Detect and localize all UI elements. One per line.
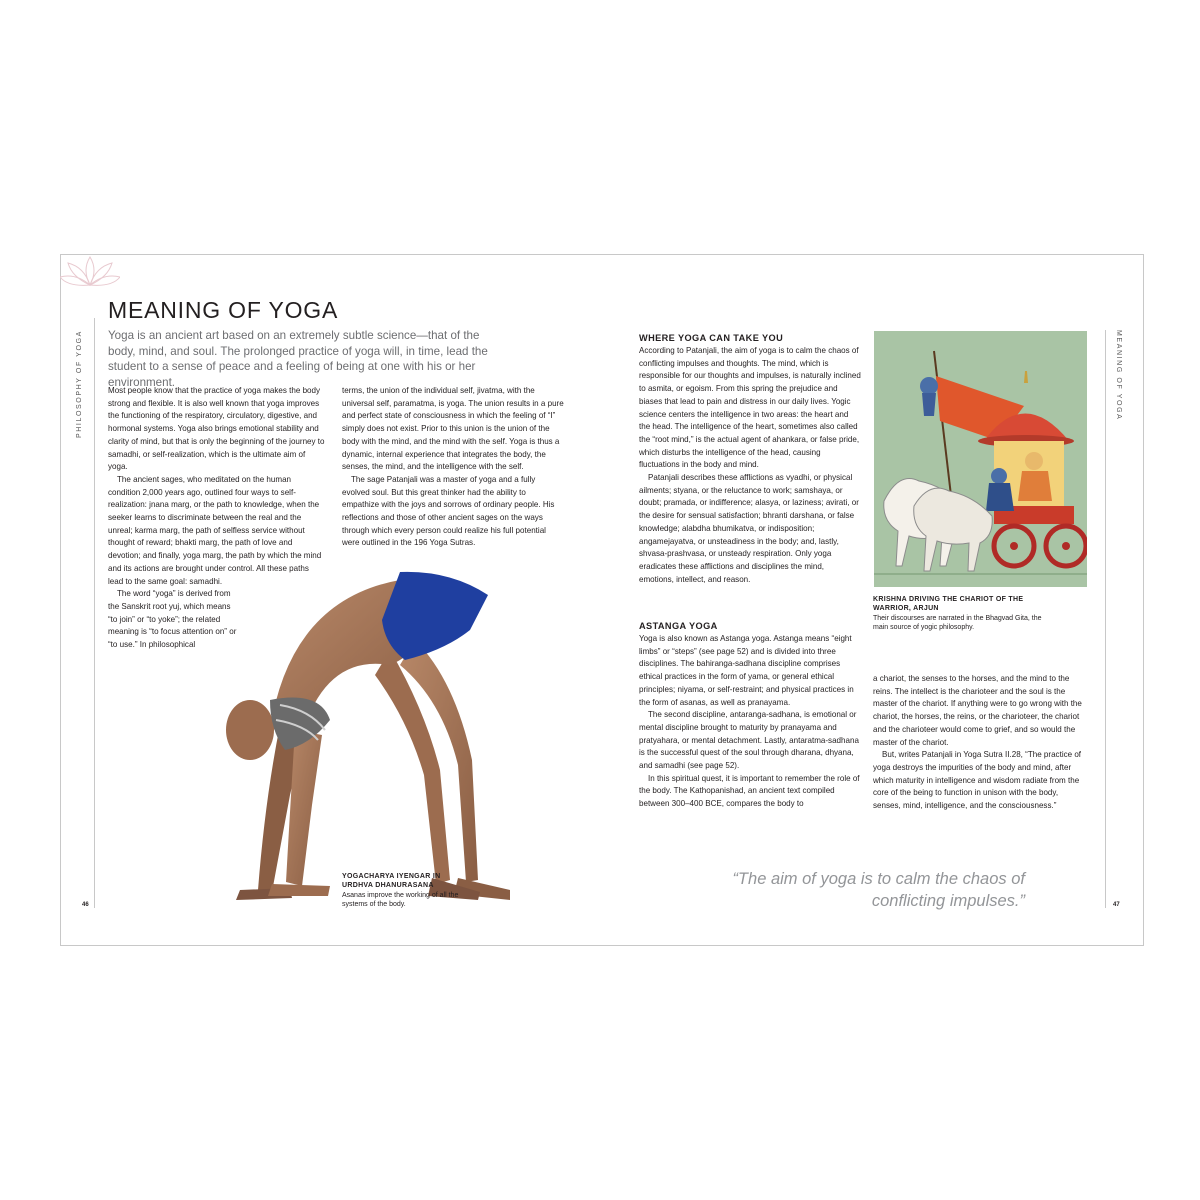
painting-caption [873, 595, 1043, 633]
painting-caption-title: KRISHNA DRIVING THE CHARIOT OF THE WARRIOR, ARJUN [873, 596, 1024, 613]
photo-caption-text: Asanas improve the working of all the systems of the body. [342, 891, 459, 909]
body-paragraph: The ancient sages, who meditated on the human condition 2,000 years ago, outlined four ways to self-realization: jnana marg, or the path to knowledge, when the seeker learns to discriminate between the real and the unreal; karma marg, the path of selfless service without thought of reward; bhakti marg, the path of love and devotion; and finally, yoga marg, the path by which the mind and its actions are brought under control. All these paths lead to the same goal: samadhi. [108, 474, 322, 586]
section-heading: ASTANGA YOGA [639, 621, 718, 631]
page-title: MEANING OF YOGA [108, 297, 339, 323]
photo-caption-title: YOGACHARYA IYENGAR IN URDHVA DHANURASANA [342, 873, 441, 890]
right-margin-rule [1105, 330, 1106, 908]
body-column-4 [873, 673, 1088, 813]
photo-caption [342, 872, 462, 910]
page-number-right: 47 [1113, 902, 1120, 908]
body-paragraph: Yoga is also known as Astanga yoga. Astanga means “eight limbs” or “steps” (see page 52) and is divided into three disciplines. The bahiranga-sadhana discipline comprises ethical practices in the form of yama, or general ethical principles; niyama, or self-restraint; and physical practices in the form of asanas, as well as pranayama. [639, 634, 854, 707]
body-paragraph: The sage Patanjali was a master of yoga and a fully evolved soul. But this great thinker had the ability to empathize with the joys and sorrows of ordinary people. His reflections and those of other ancient sages on the ways through which every person could realize his full potential were outlined in the 196 Yoga Sutras. [342, 474, 555, 548]
painting-caption-text: Their discourses are narrated in the Bhagvad Gita, the main source of yogic philosophy. [873, 614, 1042, 632]
body-paragraph: Most people know that the practice of yoga makes the body strong and flexible. It is also well known that yoga improves the functioning of the respiratory, circulatory, digestive, and hormonal systems. Yoga also brings emotional stability and clarity of mind, but that is only the beginning of the journey to samadhi, or self-realization, which is the ultimate aim of yoga. [108, 386, 325, 472]
section-where-yoga [639, 333, 861, 586]
krishna-chariot-painting [874, 331, 1087, 587]
right-side-tab: MEANING OF YOGA [1115, 330, 1122, 421]
lotus-ornament-icon [60, 255, 120, 289]
body-column-2 [342, 385, 564, 550]
body-paragraph: Patanjali describes these afflictions as vyadhi, or physical ailments; styana, or the reluctance to work; samshaya, or doubt; pramada, or indifference; alasya, or laziness; avirati, or the desire for sensual satisfaction; bhranti darshana, or false knowledge; alabdha bhumikatva, or indisposition; angamejayatva, or unsteadiness in the body; and, lastly, shvasa-prashvasa, or unsteady respiration. Only yoga eradicates these afflictions and disciplines the mind, emotions, intellect, and reason. [639, 473, 859, 584]
section-astanga-yoga [639, 621, 861, 811]
left-side-tab: PHILOSOPHY OF YOGA [76, 330, 83, 438]
pull-quote: “The aim of yoga is to calm the chaos of conflicting impulses.” [732, 870, 1025, 910]
body-paragraph: a chariot, the senses to the horses, and the mind to the reins. The intellect is the charioteer and the soul is the master of the chariot. If anything were to go wrong with the chariot, the horses, the reins, or the charioteer, the chariot and the charioteer would come to grief, and so would the master of the chariot. [873, 674, 1082, 747]
chariot-painting-art [874, 331, 1087, 587]
body-paragraph: In this spiritual quest, it is important to remember the role of the body. The Kathopanishad, an ancient text compiled between 300–400 BCE, compares the body to [639, 773, 860, 809]
page-number-left: 46 [82, 902, 89, 908]
body-paragraph: The word “yoga” is derived from the Sanskrit root yuj, which means “to join” or “to yoke”; the related meaning is “to focus attention on” or “to use.” In philosophical [108, 589, 237, 650]
intro-paragraph: Yoga is an ancient art based on an extremely subtle science—that of the body, mind, and soul. The prolonged practice of yoga will, in time, lead the student to a sense of peace and a feeling of being at one with his or her environment. [108, 329, 488, 389]
section-heading: WHERE YOGA CAN TAKE YOU [639, 333, 784, 343]
body-paragraph: But, writes Patanjali in Yoga Sutra II.28, “The practice of yoga destroys the impurities of the body and mind, after which maturity in intelligence and wisdom radiate from the core of the being to function in unison with the body, senses, mind, intelligence, and the consciousness.” [873, 750, 1082, 811]
left-margin-rule [94, 318, 95, 908]
body-paragraph: The second discipline, antaranga-sadhana, is emotional or mental discipline brought to maturity by pranayama and pratyahara, or mental detachment. Lastly, antaratma-sadhana is the successful quest of the soul through dharana, dhyana, and samadhi (see page 52). [639, 710, 859, 771]
body-paragraph: According to Patanjali, the aim of yoga is to calm the chaos of conflicting impulses and thoughts. The mind, which is responsible for our thoughts and impulses, is naturally inclined to asmita, or egoism. From this spring the prejudice and biases that lead to pain and distress in our daily lives. Yogic science centers the intelligence in two areas: the heart and the head. The intelligence of the heart, sometimes also called the “root mind,” is the actual agent of ahankara, or false pride, which disturbs the intelligence of the head, causing fluctuations in the body and mind. [639, 346, 861, 470]
yoga-backbend-photo [210, 560, 510, 925]
body-paragraph: terms, the union of the individual self, jivatma, with the universal self, paramatma, is yoga. The union results in a pure and perfect state of consciousness in which the feeling of “I” simply does not exist. Prior to this union is the union of the body with the mind, and the mind with the self. Yoga is thus a dynamic, internal experience that integrates the body, the senses, the mind, and the intelligence with the self. [342, 386, 564, 472]
